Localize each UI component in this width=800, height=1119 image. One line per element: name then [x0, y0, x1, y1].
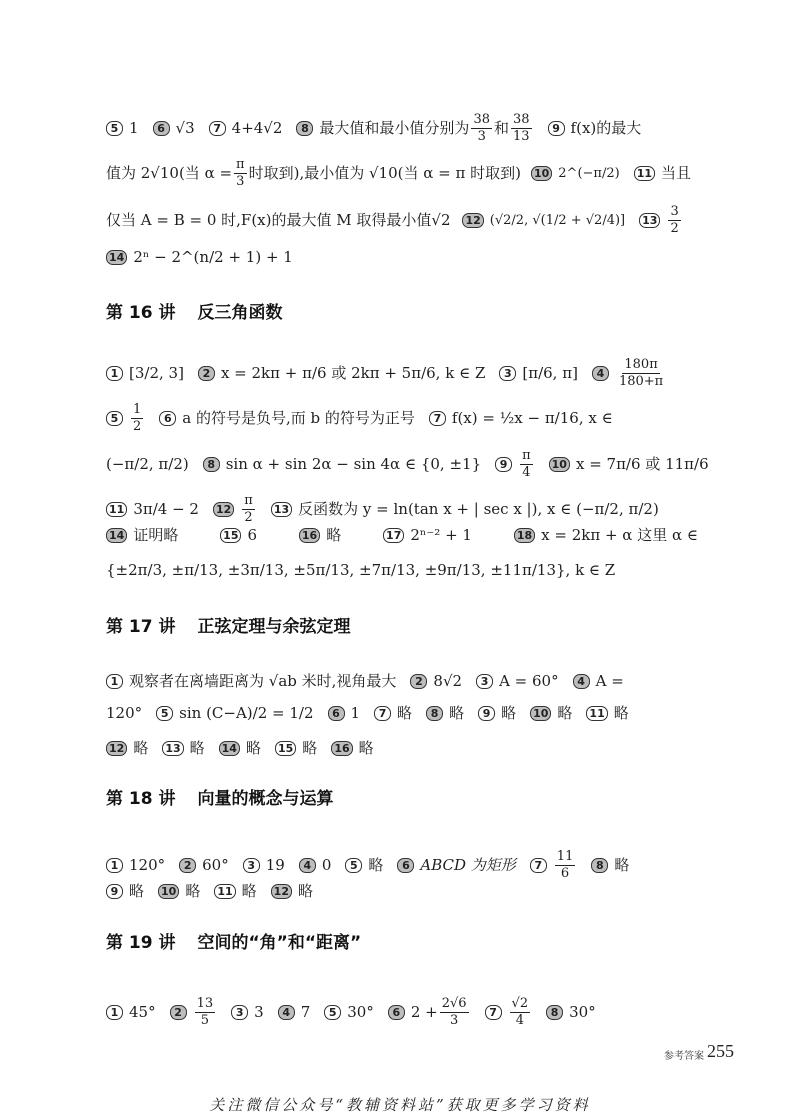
question-number: 6 [388, 1005, 405, 1020]
question-number: 7 [374, 706, 391, 721]
question-number: 9 [495, 457, 512, 472]
section-heading: 第 16 讲 反三角函数 [106, 303, 283, 323]
answer-value: 4+4√2 [231, 118, 283, 137]
question-number: 1 [106, 366, 123, 381]
question-number: 5 [345, 858, 362, 873]
question-number: 15 [220, 528, 241, 543]
answer-text: 略 [613, 704, 629, 722]
answer-value: 3 [254, 1002, 264, 1021]
question-number: 9 [106, 884, 123, 899]
fraction: $\frac{13}{5}$ [196, 996, 214, 1028]
question-number: 8 [546, 1005, 563, 1020]
question-number: 13 [639, 213, 660, 228]
answer-text: 略 [185, 882, 201, 900]
fraction: $\frac{\pi}{2}$ [244, 493, 253, 525]
fraction: $\frac{38}{13}$ [513, 112, 530, 144]
answer-value: √3 [175, 118, 195, 137]
answer-text: f(x)的最大 [570, 118, 642, 137]
question-number: 9 [548, 121, 565, 136]
fraction: $\frac{√2}{4}$ [511, 996, 529, 1028]
fraction: $\frac{1}{2}$ [133, 402, 142, 434]
question-number: 3 [243, 858, 260, 873]
answer-line [106, 448, 709, 480]
question-number: 6 [153, 121, 170, 136]
fraction: $\frac{180\pi}{180+\pi}$ [618, 357, 664, 389]
question-number: 11 [106, 502, 127, 517]
answer-text: ABCD 为矩形 [420, 855, 516, 874]
answer-text: 略 [368, 855, 384, 874]
answer-text: 略 [397, 704, 413, 722]
question-number: 12 [462, 213, 483, 228]
question-number: 10 [158, 884, 179, 899]
answer-text: 略 [241, 882, 257, 900]
answer-value: x = 7π/6 或 11π/6 [575, 454, 709, 473]
answer-line: 5 1 6 √3 7 4+4√2 8 最大值和最小值分别为 $\frac{38}{3}$ 和 $\frac{38}{13}$ 9 f(x)的最大 [106, 113, 698, 143]
answer-text: 略 [614, 855, 630, 874]
answer-value: 2ⁿ − 2^(n/2 + 1) + 1 [133, 248, 293, 266]
question-number: 17 [383, 528, 404, 543]
question-number: 4 [299, 858, 316, 873]
answer-value: sin (C−A)/2 = 1/2 [179, 704, 314, 722]
question-number: 10 [549, 457, 570, 472]
question-number: 3 [499, 366, 516, 381]
answer-value: (√2/2, √(1/2 + √2/4)] [489, 212, 626, 228]
page-number: 255 [707, 1041, 734, 1061]
answer-text: 略 [501, 704, 517, 722]
answer-line [106, 706, 698, 721]
answer-value: 3π/4 − 2 [133, 499, 199, 518]
answer-value: [3/2, 3] [129, 363, 184, 382]
question-number: 7 [429, 411, 446, 426]
answer-text: 略 [297, 882, 313, 900]
answer-value: x = 2kπ + α 这里 α ∈ [541, 526, 698, 544]
answer-value: 30° [347, 1002, 374, 1021]
question-number: 12 [106, 741, 127, 756]
answer-line [106, 850, 698, 880]
answer-value: 1 [350, 704, 361, 722]
answer-line [106, 741, 698, 756]
section-heading: 第 19 讲 空间的“角”和“距离” [106, 933, 362, 953]
question-number: 8 [591, 858, 608, 873]
question-number: 11 [634, 166, 655, 181]
answer-text: 仅当 A = B = 0 时,F(x)的最大值 M 取得最小值√2 [106, 210, 451, 229]
answer-line [106, 528, 698, 543]
answer-value: 120° [106, 704, 143, 722]
answer-text: 时取到),最小值为 √10(当 α = π 时取到) [248, 163, 521, 182]
answer-value: 19 [265, 855, 285, 874]
question-number: 3 [231, 1005, 248, 1020]
answer-value: sin α + sin 2α − sin 4α ∈ {0, ±1} [225, 454, 482, 473]
answer-line [106, 403, 698, 433]
answer-value: x = 2kπ + π/6 或 2kπ + 5π/6, k ∈ Z [220, 363, 486, 382]
answer-line [106, 674, 698, 689]
fraction: $\frac{2√6}{3}$ [441, 996, 467, 1028]
answer-text: 略 [302, 739, 318, 757]
question-number: 9 [478, 706, 495, 721]
answer-line [106, 205, 698, 235]
question-number: 16 [299, 528, 320, 543]
answer-value: 6 [247, 526, 258, 544]
question-number: 13 [271, 502, 292, 517]
answer-text: 最大值和最小值分别为 [319, 118, 470, 137]
question-number: 16 [331, 741, 352, 756]
section-heading: 第 17 讲 正弦定理与余弦定理 [106, 617, 351, 637]
answer-value: 0 [321, 855, 332, 874]
question-number: 8 [296, 121, 313, 136]
question-number: 1 [106, 674, 123, 689]
answer-text: 略 [326, 526, 342, 544]
question-number: 3 [476, 674, 493, 689]
answer-value: A = 60° [499, 672, 559, 690]
answer-value: 120° [129, 855, 166, 874]
answer-value: {±2π/3, ±π/13, ±3π/13, ±5π/13, ±7π/13, ±9π/13, ±11π/13}, k ∈ Z [106, 561, 616, 579]
answer-line [106, 358, 698, 388]
question-number: 6 [328, 706, 345, 721]
answer-text: 值为 2√10(当 α = [106, 163, 233, 182]
answer-value: 30° [569, 1002, 596, 1021]
answer-text: 略 [189, 739, 205, 757]
answer-value: 反函数为 y = ln(tan x + | sec x |), x ∈ (−π/2, π/2) [298, 499, 659, 518]
answer-text: 证明略 [133, 526, 179, 544]
answer-line [106, 997, 698, 1027]
question-number: 2 [198, 366, 215, 381]
answer-value: A = [595, 672, 624, 690]
question-number: 12 [213, 502, 234, 517]
question-number: 10 [530, 706, 551, 721]
answer-value: 2ⁿ⁻² + 1 [410, 526, 472, 544]
answer-value: 60° [202, 855, 229, 874]
answer-value: 8√2 [433, 672, 463, 690]
question-number: 5 [106, 121, 123, 136]
answer-value: 1 [129, 118, 139, 137]
question-number: 1 [106, 858, 123, 873]
question-number: 14 [219, 741, 240, 756]
question-number: 5 [156, 706, 173, 721]
question-number: 12 [271, 884, 292, 899]
footer-section-label: 参考答案 [664, 1051, 704, 1062]
answer-value: (−π/2, π/2) [106, 454, 189, 473]
answer-value: 7 [300, 1002, 311, 1021]
question-number: 5 [106, 411, 123, 426]
question-number: 10 [531, 166, 552, 181]
question-number: 13 [162, 741, 183, 756]
answer-value: [π/6, π] [522, 363, 578, 382]
fraction: $\frac{\pi}{4}$ [522, 448, 531, 480]
answer-line [106, 884, 698, 899]
question-number: 6 [397, 858, 414, 873]
answer-line [106, 250, 698, 265]
answer-line [106, 563, 698, 578]
fraction: $\frac{\pi}{3}$ [236, 157, 245, 189]
question-number: 8 [426, 706, 443, 721]
question-number: 4 [278, 1005, 295, 1020]
question-number: 4 [573, 674, 590, 689]
answer-text: 略 [449, 704, 465, 722]
question-number: 18 [514, 528, 535, 543]
answer-text: 略 [358, 739, 374, 757]
question-number: 8 [203, 457, 220, 472]
answer-text: 略 [133, 739, 149, 757]
fraction: $\frac{11}{6}$ [556, 849, 574, 881]
question-number: 15 [275, 741, 296, 756]
question-number: 6 [159, 411, 176, 426]
question-number: 4 [592, 366, 609, 381]
fraction: $\frac{3}{2}$ [670, 204, 679, 236]
answer-text: 观察者在离墙距离为 √ab 米时,视角最大 [129, 672, 397, 690]
question-number: 7 [485, 1005, 502, 1020]
promo-watermark-text: 关注微信公众号“教辅资料站”获取更多学习资料 [209, 1096, 591, 1114]
question-number: 14 [106, 528, 127, 543]
answer-value: 2 + [410, 1002, 438, 1021]
question-number: 11 [586, 706, 607, 721]
answer-text: 略 [245, 739, 261, 757]
question-number: 7 [530, 858, 547, 873]
answer-line [106, 158, 698, 188]
question-number: 5 [324, 1005, 341, 1020]
question-number: 11 [214, 884, 235, 899]
answer-line [106, 494, 698, 524]
answer-text: 略 [129, 882, 145, 900]
question-number: 1 [106, 1005, 123, 1020]
answer-text: a 的符号是负号,而 b 的符号为正号 [182, 408, 415, 427]
answer-value: f(x) = ½x − π/16, x ∈ [451, 408, 613, 427]
question-number: 14 [106, 250, 127, 265]
question-number: 7 [209, 121, 226, 136]
answer-value: 2^(−π/2) [558, 165, 620, 181]
answer-text: 略 [557, 704, 573, 722]
section-heading: 第 18 讲 向量的概念与运算 [106, 789, 334, 809]
question-number: 2 [410, 674, 427, 689]
answer-text: 当且 [661, 163, 692, 182]
fraction: $\frac{38}{3}$ [473, 112, 490, 144]
question-number: 2 [170, 1005, 187, 1020]
question-number: 2 [179, 858, 196, 873]
answer-value: 45° [129, 1002, 156, 1021]
